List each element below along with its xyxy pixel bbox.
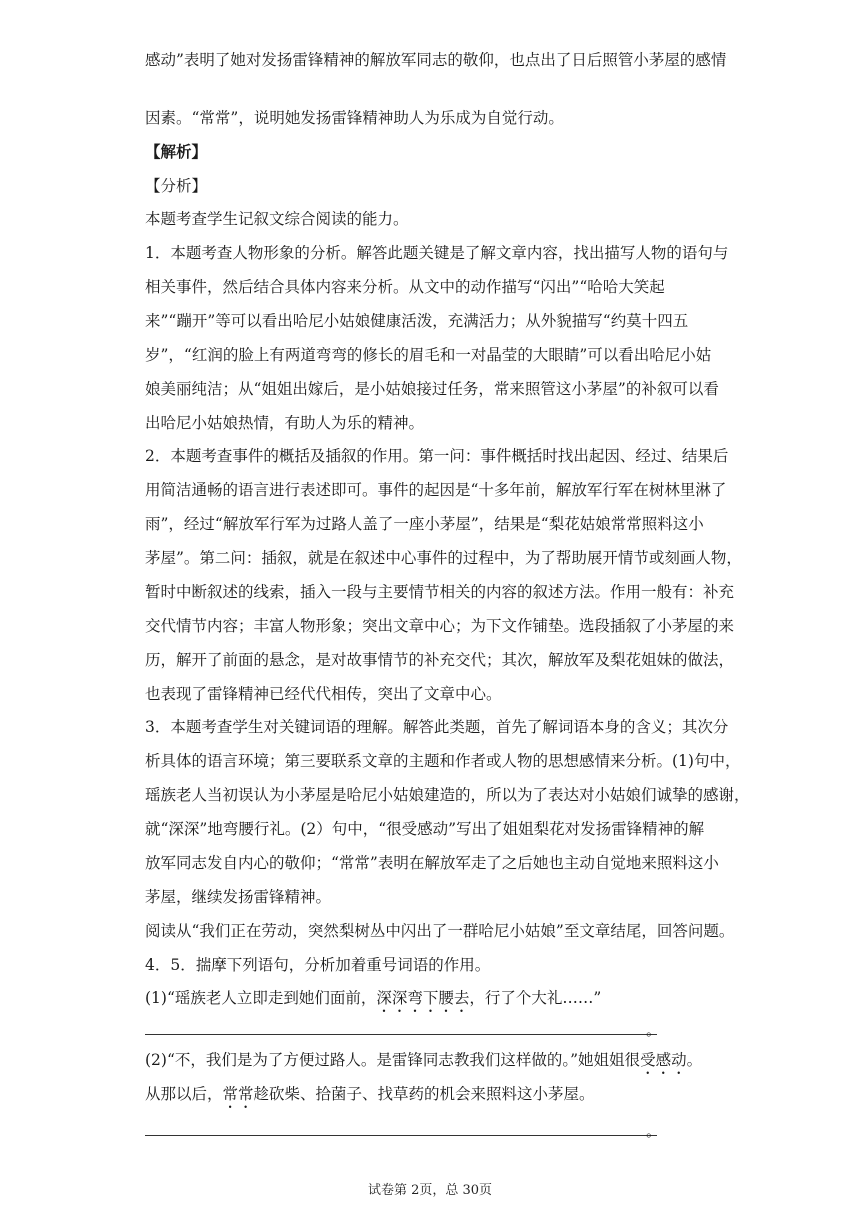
text-line-p3-3: 瑶族老人当初误认为小茅屋是哈尼小姑娘建造的，所以为了表达对小姑娘们诚挚的感谢，: [145, 786, 750, 804]
question-2-sentence-b: [145, 1084, 734, 1112]
question-2b-post: 趁砍柴、拾菌子、找草药的机会来照料这小茅屋。: [253, 1085, 595, 1103]
text-line-p2-1: 2．本题考查事件的概括及插叙的作用。第一问：事件概括时找出起因、经过、结果后: [145, 447, 729, 465]
question-1-pre: (1)“瑶族老人立即走到她们面前，: [145, 989, 377, 1007]
question-1-emphasis: 深深弯下腰去: [376, 989, 470, 1007]
question-2-emphasis-b: 常常: [222, 1085, 254, 1103]
question-2-emphasis-a: 受感动: [640, 1051, 687, 1069]
answer-line-2[interactable]: [145, 1135, 657, 1136]
question-1-sentence: [145, 988, 734, 1016]
text-line-p3-1: 3．本题考查学生对关键词语的理解。解答此类题，首先了解词语本身的含义；其次分: [145, 718, 729, 736]
text-line-p2-4: 茅屋”。第二问：插叙，就是在叙述中心事件的过程中，为了帮助展开情节或刻画人物，: [145, 549, 742, 567]
text-line-p2-3: 雨”，经过“解放军行军为过路人盖了一座小茅屋”，结果是“梨花姑娘常常照料这小: [145, 515, 704, 533]
text-line-p3-2: 析具体的语言环境；第三要联系文章的主题和作者或人物的思想感情来分析。(1)句中，: [145, 752, 741, 770]
question-1-post: ，行了个大礼……”: [469, 989, 602, 1007]
question-2-post: 。: [686, 1051, 703, 1069]
text-line-p1-3: 来”“蹦开”等可以看出哈尼小姑娘健康活泼，充满活力；从外貌描写“约莫十四五: [145, 312, 689, 330]
text-line-p3-5: 放军同志发自内心的敬仰；“常常”表明在解放军走了之后她也主动自觉地来照料这小: [145, 854, 719, 872]
text-line-2: 因素。“常常”，说明她发扬雷锋精神助人为乐成为自觉行动。: [145, 109, 564, 127]
answer-line-2-end: 。: [646, 1122, 662, 1140]
text-line-intro: 本题考查学生记叙文综合阅读的能力。: [145, 210, 409, 228]
text-line-p2-7: 历，解开了前面的悬念，是对故事情节的补充交代；其次，解放军及梨花姐妹的做法，: [145, 651, 735, 669]
question-2b-pre: 从那以后，: [145, 1085, 223, 1103]
text-line-p3-6: 茅屋，继续发扬雷锋精神。: [145, 888, 332, 906]
answer-line-1[interactable]: [145, 1034, 657, 1035]
text-line-p2-2: 用简洁通畅的语言进行表述即可。事件的起因是“十多年前，解放军行军在树林里淋了: [145, 481, 727, 499]
reading-instruction: 阅读从“我们正在劳动，突然梨树丛中闪出了一群哈尼小姑娘”至文章结尾，回答问题。: [145, 922, 735, 940]
section-heading-fenxi: 【分析】: [145, 177, 208, 195]
text-line-p2-5: 暂时中断叙述的线索，插入一段与主要情节相关的内容的叙述方法。作用一般有：补充: [145, 583, 735, 601]
text-line-p2-6: 交代情节内容；丰富人物形象；突出文章中心；为下文作铺垫。选段插叙了小茅屋的来: [145, 617, 735, 635]
text-line-p1-4: 岁”，“红润的脸上有两道弯弯的修长的眉毛和一对晶莹的大眼睛”可以看出哈尼小姑: [145, 346, 712, 364]
answer-line-1-end: 。: [646, 1021, 662, 1039]
question-2-sentence-a: [145, 1050, 734, 1078]
text-line-p1-6: 出哈尼小姑娘热情，有助人为乐的精神。: [145, 414, 425, 432]
section-heading-jiexi: 【解析】: [145, 142, 208, 161]
text-line-p1-1: 1．本题考查人物形象的分析。解答此题关键是了解文章内容，找出描写人物的语句与: [145, 244, 729, 262]
text-line-p1-2: 相关事件，然后结合具体内容来分析。从文中的动作描写“闪出”“哈哈大笑起: [145, 278, 665, 296]
text-line-1: 感动”表明了她对发扬雷锋精神的解放军同志的敬仰，也点出了日后照管小茅屋的感情: [145, 51, 727, 69]
page-footer: 试卷第 2页，总 30页: [367, 1183, 493, 1198]
question-4-5-prompt: 4．5．揣摩下列语句，分析加着重号词语的作用。: [145, 956, 491, 974]
text-line-p2-8: 也表现了雷锋精神已经代代相传，突出了文章中心。: [145, 685, 502, 703]
text-line-p3-4: 就“深深”地弯腰行礼。(2）句中，“很受感动”写出了姐姐梨花对发扬雷锋精神的解: [145, 820, 705, 838]
question-2-pre: (2)“不，我们是为了方便过路人。是雷锋同志教我们这样做的。”她姐姐很: [145, 1051, 641, 1069]
text-line-p1-5: 娘美丽纯洁；从“姐姐出嫁后，是小姑娘接过任务，常来照管这小茅屋”的补叙可以看: [145, 380, 719, 398]
